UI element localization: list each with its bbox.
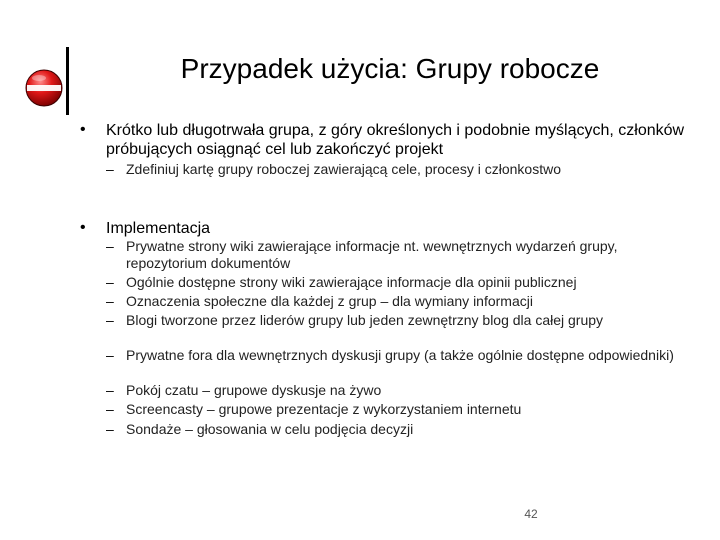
dash-mark: – [106, 161, 114, 177]
subitem-2-1: Prywatne strony wiki zawierające informacje nt. wewnętrznych wydarzeń grupy, repozytorium dokumentów [126, 238, 618, 271]
subitem-2-6: Pokój czatu – grupowe dyskusje na żywo [126, 382, 382, 398]
subitem-2-2: Ogólnie dostępne strony wiki zawierające informacje dla opinii publicznej [126, 274, 577, 290]
subitem-2-7: Screencasty – grupowe prezentacje z wykorzystaniem internetu [126, 401, 522, 417]
page-number: 42 [524, 507, 538, 521]
subitem-2-5: Prywatne fora dla wewnętrznych dyskusji grupy (a także ogólnie dostępne odpowiedniki) [126, 347, 674, 363]
subitem-2-3: Oznaczenia społeczne dla każdej z grup – dla wymiany informacji [126, 293, 533, 309]
subitem-2-4: Blogi tworzone przez liderów grupy lub jeden zewnętrzny blog dla całej grupy [126, 312, 604, 328]
dash-mark: – [106, 293, 114, 309]
title-divider-line [66, 47, 69, 115]
dash-mark: – [106, 238, 114, 254]
dash-mark: – [106, 347, 114, 363]
dash-mark: – [106, 382, 114, 398]
red-sphere-logo-icon [24, 68, 64, 108]
dash-mark: – [106, 274, 114, 290]
dash-mark: – [106, 312, 114, 328]
bullet-dot: • [80, 219, 86, 236]
bullet-dot: • [80, 121, 86, 138]
subitem-1-1: Zdefiniuj kartę grupy roboczej zawierającą cele, procesy i członkostwo [126, 161, 561, 177]
slide-title: Przypadek użycia: Grupy robocze [180, 53, 600, 84]
bullet-item-2: Implementacja [106, 220, 211, 237]
bullet-item-1: Krótko lub długotrwała grupa, z góry określonych i podobnie myślących, członków próbujących osiągnąć cel lub zakończyć projekt [106, 122, 685, 158]
subitem-2-8: Sondaże – głosowania w celu podjęcia decyzji [126, 421, 414, 437]
dash-mark: – [106, 421, 114, 437]
dash-mark: – [106, 401, 114, 417]
